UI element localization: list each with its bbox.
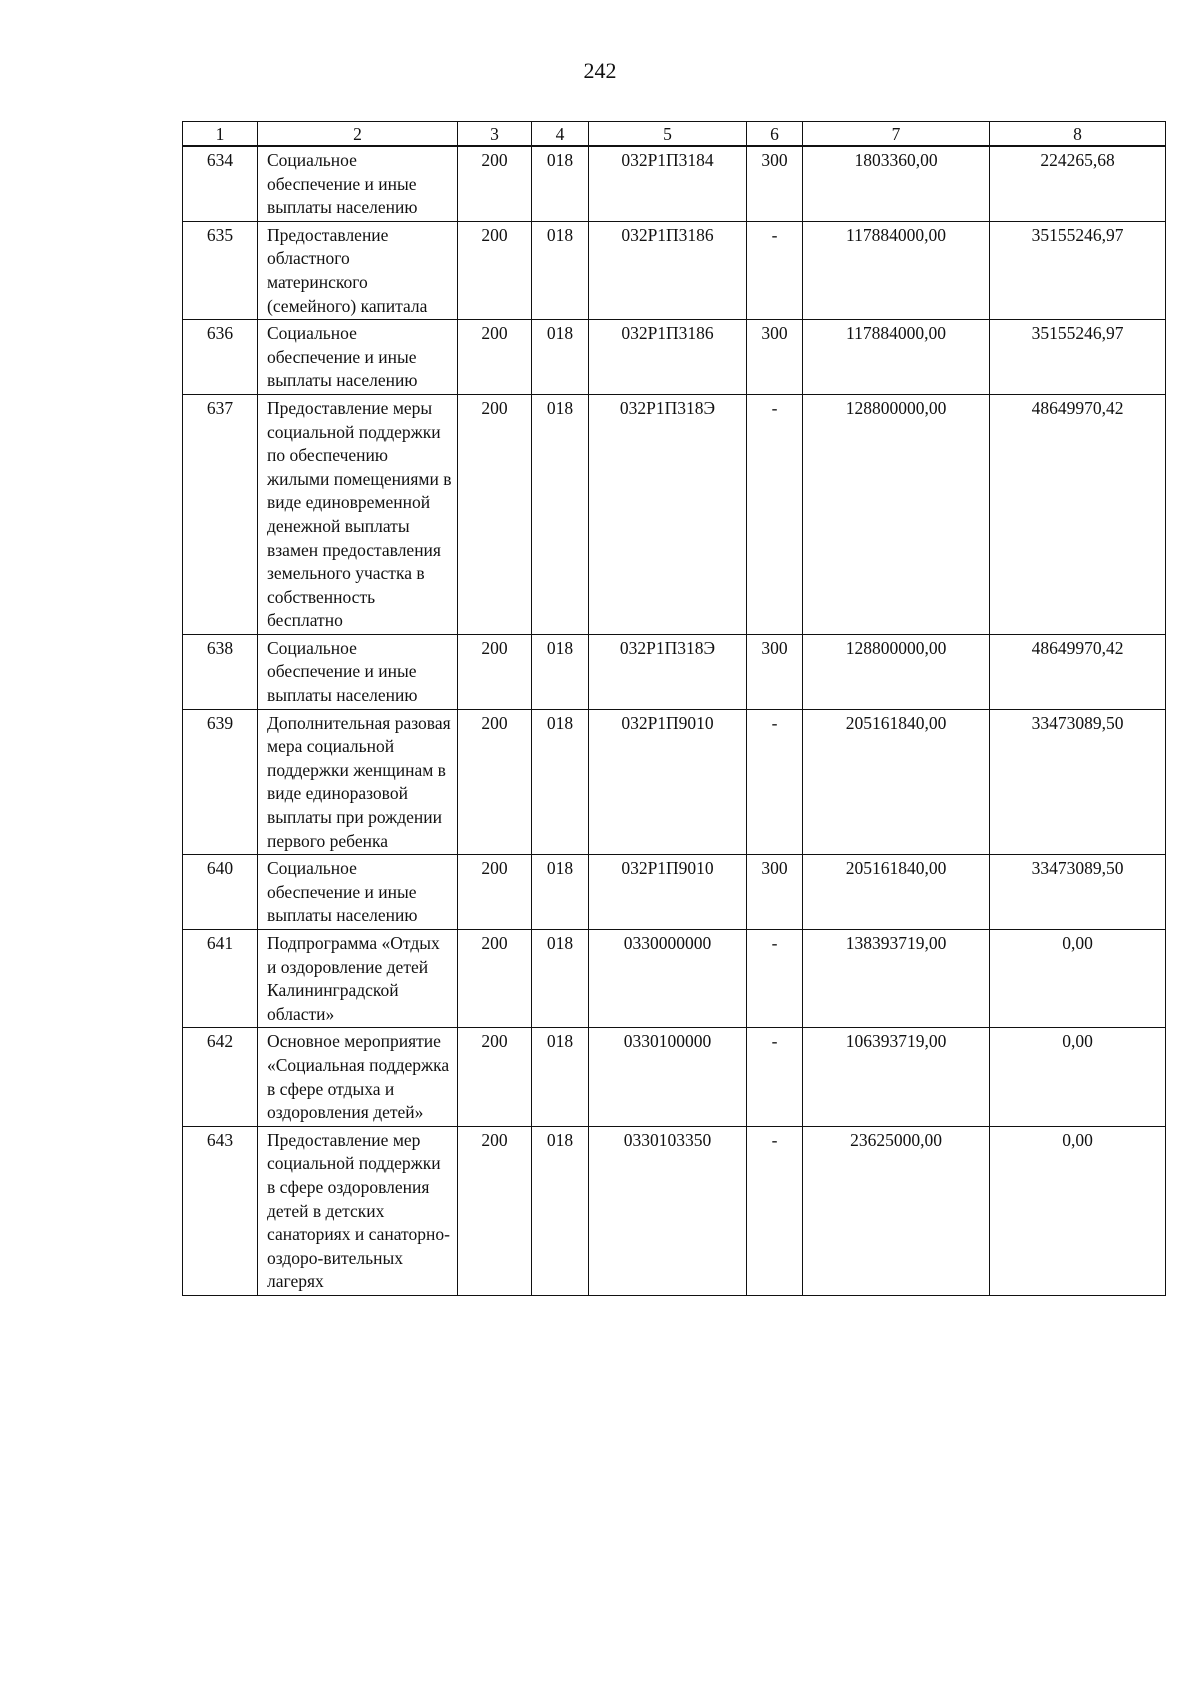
section-code-cell: 018 (532, 1028, 589, 1126)
table-row (183, 930, 1166, 1028)
executed-amount-cell: 224265,68 (990, 146, 1166, 221)
executed-amount-cell: 0,00 (990, 1126, 1166, 1295)
section-code-cell: 018 (532, 930, 589, 1028)
row-number-cell: 637 (183, 394, 258, 634)
row-name-cell: Предоставление мер социальной поддержки в сфере оздоровления детей в детских санаториях и санаторно-оздоро-вительных лагерях (258, 1126, 458, 1295)
table-row (183, 855, 1166, 930)
expense-type-cell: - (747, 709, 803, 855)
table-row (183, 221, 1166, 319)
target-code-cell: 032Р1П9010 (589, 855, 747, 930)
executed-amount-cell: 48649970,42 (990, 634, 1166, 709)
planned-amount-cell: 106393719,00 (803, 1028, 990, 1126)
target-code-cell: 032Р1П3186 (589, 320, 747, 395)
ministry-code-cell: 200 (458, 930, 532, 1028)
executed-amount-cell: 0,00 (990, 1028, 1166, 1126)
planned-amount-cell: 1803360,00 (803, 146, 990, 221)
planned-amount-cell: 117884000,00 (803, 320, 990, 395)
target-code-cell: 032Р1П9010 (589, 709, 747, 855)
row-number-cell: 639 (183, 709, 258, 855)
executed-amount-cell: 33473089,50 (990, 709, 1166, 855)
target-code-cell: 032Р1П3186 (589, 221, 747, 319)
section-code-cell: 018 (532, 709, 589, 855)
ministry-code-cell: 200 (458, 1028, 532, 1126)
section-code-cell: 018 (532, 394, 589, 634)
section-code-cell: 018 (532, 146, 589, 221)
ministry-code-cell: 200 (458, 320, 532, 395)
table-row (183, 394, 1166, 634)
target-code-cell: 0330000000 (589, 930, 747, 1028)
target-code-cell: 0330103350 (589, 1126, 747, 1295)
table-header-row (183, 122, 1166, 147)
planned-amount-cell: 128800000,00 (803, 394, 990, 634)
column-header: 3 (458, 122, 532, 147)
column-header: 5 (589, 122, 747, 147)
planned-amount-cell: 128800000,00 (803, 634, 990, 709)
target-code-cell: 032Р1П318Э (589, 634, 747, 709)
planned-amount-cell: 23625000,00 (803, 1126, 990, 1295)
planned-amount-cell: 205161840,00 (803, 709, 990, 855)
section-code-cell: 018 (532, 320, 589, 395)
table-row (183, 146, 1166, 221)
expense-type-cell: - (747, 1126, 803, 1295)
expense-type-cell: - (747, 930, 803, 1028)
expense-type-cell: 300 (747, 855, 803, 930)
row-number-cell: 641 (183, 930, 258, 1028)
section-code-cell: 018 (532, 634, 589, 709)
executed-amount-cell: 0,00 (990, 930, 1166, 1028)
section-code-cell: 018 (532, 1126, 589, 1295)
column-header: 7 (803, 122, 990, 147)
budget-table (182, 121, 1166, 1296)
row-number-cell: 636 (183, 320, 258, 395)
column-header: 6 (747, 122, 803, 147)
section-code-cell: 018 (532, 221, 589, 319)
planned-amount-cell: 117884000,00 (803, 221, 990, 319)
ministry-code-cell: 200 (458, 634, 532, 709)
row-name-cell: Социальное обеспечение и иные выплаты населению (258, 320, 458, 395)
ministry-code-cell: 200 (458, 394, 532, 634)
planned-amount-cell: 205161840,00 (803, 855, 990, 930)
column-header: 1 (183, 122, 258, 147)
table-row (183, 634, 1166, 709)
target-code-cell: 032Р1П318Э (589, 394, 747, 634)
row-name-cell: Социальное обеспечение и иные выплаты населению (258, 146, 458, 221)
ministry-code-cell: 200 (458, 1126, 532, 1295)
table-row (183, 320, 1166, 395)
executed-amount-cell: 35155246,97 (990, 320, 1166, 395)
expense-type-cell: 300 (747, 320, 803, 395)
ministry-code-cell: 200 (458, 146, 532, 221)
row-number-cell: 640 (183, 855, 258, 930)
row-name-cell: Подпрограмма «Отдых и оздоровление детей Калининградской области» (258, 930, 458, 1028)
row-number-cell: 635 (183, 221, 258, 319)
row-name-cell: Дополнительная разовая мера социальной поддержки женщинам в виде единоразовой выплаты при рождении первого ребенка (258, 709, 458, 855)
row-number-cell: 642 (183, 1028, 258, 1126)
row-number-cell: 634 (183, 146, 258, 221)
column-header: 8 (990, 122, 1166, 147)
ministry-code-cell: 200 (458, 709, 532, 855)
table-row (183, 1126, 1166, 1295)
column-header: 4 (532, 122, 589, 147)
table-row (183, 1028, 1166, 1126)
column-header: 2 (258, 122, 458, 147)
row-name-cell: Основное мероприятие «Социальная поддержка в сфере отдыха и оздоровления детей» (258, 1028, 458, 1126)
target-code-cell: 032Р1П3184 (589, 146, 747, 221)
row-name-cell: Социальное обеспечение и иные выплаты населению (258, 855, 458, 930)
row-name-cell: Социальное обеспечение и иные выплаты населению (258, 634, 458, 709)
expense-type-cell: - (747, 394, 803, 634)
executed-amount-cell: 35155246,97 (990, 221, 1166, 319)
expense-type-cell: - (747, 221, 803, 319)
row-number-cell: 643 (183, 1126, 258, 1295)
section-code-cell: 018 (532, 855, 589, 930)
planned-amount-cell: 138393719,00 (803, 930, 990, 1028)
ministry-code-cell: 200 (458, 221, 532, 319)
page-number: 242 (583, 58, 617, 83)
row-name-cell: Предоставление областного материнского (семейного) капитала (258, 221, 458, 319)
row-number-cell: 638 (183, 634, 258, 709)
expense-type-cell: 300 (747, 634, 803, 709)
expense-type-cell: 300 (747, 146, 803, 221)
row-name-cell: Предоставление меры социальной поддержки по обеспечению жилыми помещениями в виде единовременной денежной выплаты взамен предоставления земельного участка в собственность бесплатно (258, 394, 458, 634)
ministry-code-cell: 200 (458, 855, 532, 930)
executed-amount-cell: 48649970,42 (990, 394, 1166, 634)
executed-amount-cell: 33473089,50 (990, 855, 1166, 930)
expense-type-cell: - (747, 1028, 803, 1126)
target-code-cell: 0330100000 (589, 1028, 747, 1126)
table-row (183, 709, 1166, 855)
